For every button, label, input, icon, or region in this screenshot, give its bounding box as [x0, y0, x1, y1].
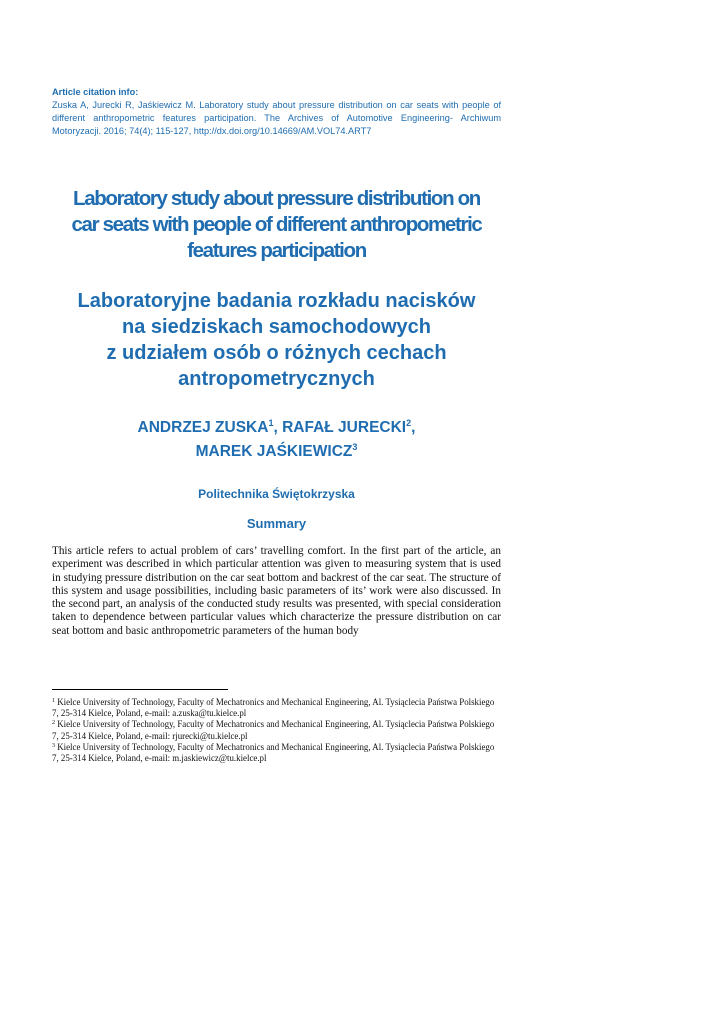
author-name: ANDRZEJ ZUSKA [137, 419, 269, 436]
title-polish-line: z udziałem osób o różnych cechach [106, 342, 447, 364]
title-english [40, 186, 513, 264]
footnote-text: Kielce University of Technology, Faculty of Mechatronics and Mechanical Engineering, Al. Tysiąclecia Państwa Polskiego 7, 25-314 Kielce, Poland, e-mail: a.zuska@tu.kielce.pl [52, 697, 495, 719]
title-polish [40, 288, 513, 392]
footnote-divider [52, 689, 228, 690]
footnote-text: Kielce University of Technology, Faculty of Mechatronics and Mechanical Engineering, Al. Tysiąclecia Państwa Polskiego 7, 25-314 Kielce, Poland, e-mail: rjurecki@tu.kielce.pl [52, 719, 495, 741]
title-polish-line: na siedziskach samochodowych [122, 316, 431, 338]
footnote-text: Kielce University of Technology, Faculty of Mechatronics and Mechanical Engineering, Al. Tysiąclecia Państwa Polskiego 7, 25-314 Kielce, Poland, e-mail: m.jaskiewicz@tu.kielce.pl [52, 741, 495, 764]
footnote [52, 719, 501, 741]
title-polish-line: antropometrycznych [178, 368, 375, 390]
author-separator: , [411, 419, 416, 436]
citation-text: Zuska A, Jurecki R, Jaśkiewicz M. Laboratory study about pressure distribution on car seats with people of different anthropometric features participation. The Archives of Automotive Engineering- Archiwum Motoryzacji. 2016; 74(4); 115-127, http://dx.doi.org/10.14669/AM.VOL74.ART7 [52, 100, 501, 136]
footnote-number: 3 [52, 742, 55, 749]
citation-heading: Article citation info: [52, 87, 139, 97]
footnote-number: 1 [52, 698, 55, 704]
author-list [40, 416, 513, 464]
title-english-line: Laboratory study about pressure distribution on [73, 187, 480, 210]
footnote-list [52, 697, 501, 764]
footnote-number: 2 [52, 720, 55, 727]
author-separator: , [273, 419, 283, 436]
author-name: MAREK JAŚKIEWICZ [195, 443, 353, 460]
summary-heading: Summary [246, 516, 307, 531]
title-english-line: car seats with people of different anthropometric [71, 213, 482, 236]
affiliation: Politechnika Świętokrzyska [198, 487, 355, 501]
author-name: RAFAŁ JURECKI [282, 419, 407, 436]
title-polish-line: Laboratoryjne badania rozkładu nacisków [77, 290, 476, 312]
author-footnote-marker: 3 [352, 442, 358, 452]
author-footnote-marker: 2 [406, 418, 412, 428]
author-footnote-marker: 1 [268, 418, 274, 428]
footnote [52, 742, 501, 764]
title-english-line: features participation [187, 239, 366, 262]
citation-block [52, 86, 501, 138]
summary-text: This article refers to actual problem of cars’ travelling comfort. In the first part of the article, an experiment was described in which particular attention was given to measuring system that is used in studying pressure distribution on the car seat bottom and backrest of the car seat. The structure of this system and usage possibilities, including basic parameters of its’ work were also discussed. In the second part, an analysis of the conducted study results was presented, with special consideration taken to dependence between particular values which characterize the pressure distribution on car seat bottom and basic anthropometric parameters of the human body [52, 545, 501, 637]
footnote [52, 697, 501, 719]
